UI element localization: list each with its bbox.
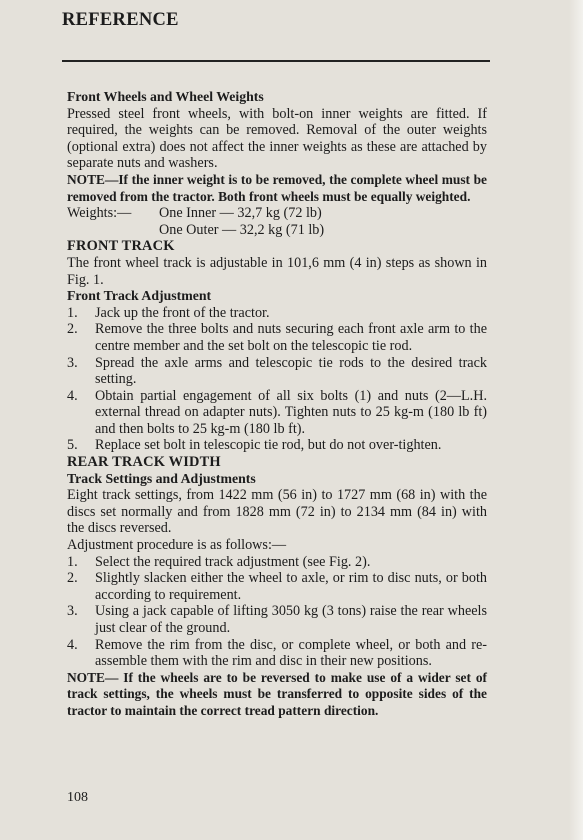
step-text: Spread the axle arms and telescopic tie rods to the desired track setting. [95, 354, 487, 388]
rear-track-note: NOTE— If the wheels are to be reversed to make use of a wider set of track settings, the wheels must be transferred to opposite sides of the tractor to maintain the correct tread pattern direction. [67, 669, 487, 718]
rear-track-steps [67, 554, 487, 670]
list-item [67, 554, 487, 571]
rear-track-heading: REAR TRACK WIDTH [67, 454, 221, 471]
front-wheels-heading: Front Wheels and Wheel Weights [67, 89, 264, 104]
weights-table [67, 205, 487, 238]
step-text: Remove the three bolts and nuts securing each front axle arm to the centre member and the set bolt on the telescopic tie rod. [95, 321, 487, 354]
list-item [67, 603, 487, 636]
step-number: 4. [67, 387, 78, 404]
weights-label: Weights:— [67, 205, 132, 222]
procedure-intro: Adjustment procedure is as follows:— [67, 537, 287, 554]
page-edge [569, 0, 583, 840]
page-content [67, 89, 487, 720]
step-text: Select the required track adjustment (see Fig. 2). [95, 553, 371, 570]
front-track-paragraph: The front wheel track is adjustable in 101,6 mm (4 in) steps as shown in Fig. 1. [67, 254, 487, 288]
rear-track-paragraph: Eight track settings, from 1422 mm (56 in) to 1727 mm (68 in) with the discs set normally and from 1828 mm (72 in) to 2134 mm (84 in) with the discs reversed. [67, 487, 487, 537]
list-item [67, 637, 487, 670]
step-number: 1. [67, 304, 78, 321]
header-rule [62, 60, 490, 62]
step-number: 4. [67, 636, 78, 653]
step-number: 3. [67, 354, 78, 371]
page-header-title: REFERENCE [62, 10, 179, 30]
list-item [67, 388, 487, 438]
list-item [67, 570, 487, 603]
track-settings-heading: Track Settings and Adjustments [67, 470, 256, 486]
weight-outer: One Outer — 32,2 kg (71 lb) [159, 221, 325, 238]
front-track-adjustment-heading: Front Track Adjustment [67, 288, 212, 304]
weight-inner: One Inner — 32,7 kg (72 lb) [159, 205, 322, 222]
step-text: Obtain partial engagement of all six bolts (1) and nuts (2—L.H. external thread on adapter nuts). Tighten nuts to 25 kg-m (180 lb ft) and then bolts to 25 kg-m (180 lb ft). [95, 387, 487, 437]
step-number: 2. [67, 570, 78, 587]
step-text: Slightly slacken either the wheel to axle, or rim to disc nuts, or both according to requirement. [95, 570, 487, 603]
list-item [67, 305, 487, 322]
step-text: Replace set bolt in telescopic tie rod, but do not over-tighten. [95, 437, 442, 454]
step-text: Remove the rim from the disc, or complete wheel, or both and re-assemble them with the rim and disc in their new positions. [95, 636, 487, 670]
step-number: 2. [67, 321, 78, 338]
page-number: 108 [67, 790, 88, 805]
step-text: Jack up the front of the tractor. [95, 304, 270, 321]
step-text: Using a jack capable of lifting 3050 kg (3 tons) raise the rear wheels just clear of the ground. [95, 603, 487, 636]
step-number: 1. [67, 553, 78, 570]
list-item [67, 437, 487, 454]
step-number: 3. [67, 603, 78, 620]
front-wheels-paragraph: Pressed steel front wheels, with bolt-on inner weights are fitted. If required, the weights can be removed. Removal of the outer weights (optional extra) does not affect the inner weights as these are attached by separate nuts and washers. [67, 105, 487, 172]
list-item [67, 355, 487, 388]
front-wheels-note: NOTE—If the inner weight is to be removed, the complete wheel must be removed from the tractor. Both front wheels must be equally weighted. [67, 171, 487, 204]
list-item [67, 321, 487, 354]
front-track-heading: FRONT TRACK [67, 238, 175, 255]
step-number: 5. [67, 437, 78, 454]
front-track-steps [67, 305, 487, 454]
